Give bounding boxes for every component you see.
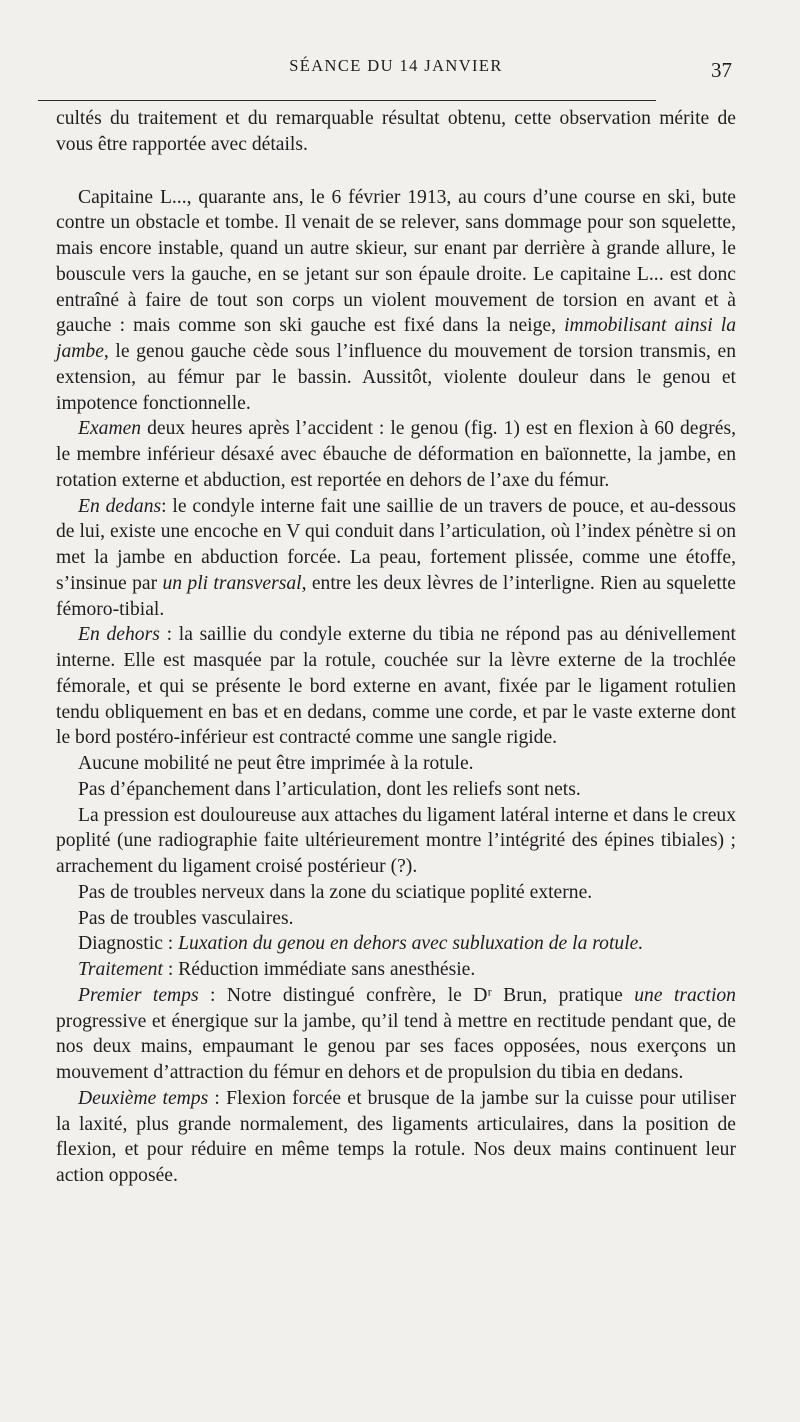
text-run: : la saillie du condyle externe du tibia ne répond pas au dénivellement interne. Elle est masquée par la rotule, couchée sur la lèvre externe de la trochlée fémorale, et qui se présente le bord externe en avant, fixée par le ligament rotulien tendu obliquement en bas et en dedans, comme une corde, et par le vaste externe dont le bord postéro-inférieur est contracté comme une sangle rigide. [56, 624, 736, 749]
text-run: Pas de troubles nerveux dans la zone du sciatique poplité externe. [78, 881, 593, 903]
paragraph [56, 880, 736, 906]
italic-text: un pli transversal [162, 572, 302, 594]
text-run: : Réduction immédiate sans anesthésie. [162, 959, 476, 980]
page [56, 56, 736, 1189]
text-run: La pression est douloureuse aux attaches du ligament latéral interne et dans le creux poplité (une radiographie faite ultérieurement montre l’intégrité des épines tibiales) ; arrachement du ligament croisé postérieur (?). [56, 804, 736, 877]
text-run: , entre les deux lèvres de l’interligne. Rien au squelette fémoro-tibial. [56, 572, 736, 620]
body-text [56, 106, 736, 1189]
paragraph [56, 957, 736, 983]
paragraph [56, 185, 736, 417]
paragraph [56, 931, 736, 957]
paragraph [56, 983, 736, 1086]
italic-text: Luxation du genou en dehors avec subluxation de la rotule. [178, 933, 644, 955]
header-title: SÉANCE DU 14 JANVIER [289, 56, 503, 75]
italic-text: Examen [78, 418, 142, 440]
italic-text: En dehors [78, 624, 160, 646]
text-run: , le genou gauche cède sous l’influence du mouvement de torsion transmis, en extension, au fémur par le bassin. Aussitôt, violente douleur dans le genou et impotence fonctionnelle. [56, 341, 736, 414]
text-run: Pas de troubles vasculaires. [78, 907, 294, 929]
paragraph [56, 751, 736, 777]
text-run: Capitaine L..., quarante ans, le 6 février 1913, au cours d’une course en ski, bute contre un obstacle et tombe. Il venait de se relever, sans dommage pour son squelette, mais encore instable, quand un autre skieur, sur enant par derrière à grande allure, le bouscule vers la gauche, en se jetant sur son épaule droite. Le capitaine L... est donc entraîné à faire de tout son corps un violent mouvement de torsion en avant et à gauche : mais comme son ski gauche est fixé dans la neige, [56, 186, 736, 337]
italic-text: En dedans [78, 495, 162, 517]
page-number: 37 [711, 58, 732, 82]
text-run: progressive et énergique sur la jambe, qu’il tend à mettre en rectitude pendant que, de nos deux mains, empaumant le genou par ses faces opposées, nous exerçons un mouvement d’attraction du fémur en dehors et de propulsion du tibia en dedans. [56, 1010, 736, 1083]
text-run: Aucune mobilité ne peut être imprimée à la rotule. [78, 753, 474, 774]
italic-text: Traitement [78, 959, 163, 980]
italic-text: Premier temps [78, 984, 199, 1006]
paragraph-gap [56, 158, 736, 185]
paragraph [56, 803, 736, 880]
text-run: cultés du traitement et du remarquable résultat obtenu, cette observation mérite de vous être rapportée avec détails. [56, 108, 736, 155]
text-run: : Flexion forcée et brusque de la jambe sur la cuisse pour utiliser la laxité, plus grande normalement, des ligaments articulaires, dans la position de flexion, et pour réduire en même temps la rotule. Nos deux mains continuent leur action opposée. [56, 1087, 736, 1186]
paragraph [56, 416, 736, 493]
paragraph [56, 494, 736, 623]
paragraph [56, 622, 736, 751]
paragraph [56, 106, 736, 158]
paragraph [56, 1086, 736, 1189]
text-run: : Notre distingué confrère, le Dʳ Brun, pratique [198, 984, 635, 1006]
paragraph [56, 777, 736, 803]
text-run: deux heures après l’accident : le genou (fig. 1) est en flexion à 60 degrés, le membre inférieur désaxé avec ébauche de déformation en baïonnette, la jambe, en rotation externe et abduction, est reportée en dehors de l’axe du fémur. [56, 418, 736, 491]
text-run: : le condyle interne fait une saillie de un travers de pouce, et au-dessous de lui, existe une encoche en V qui conduit dans l’articulation, où l’index pénètre si on met la jambe en abduction forcée. La peau, fortement plissée, comme une étoffe, s’insinue par [56, 495, 736, 594]
text-run: Diagnostic : [78, 933, 179, 955]
italic-text: Deuxième temps [78, 1087, 209, 1109]
running-header [56, 56, 736, 86]
text-run: Pas d’épanchement dans l’articulation, dont les reliefs sont nets. [78, 778, 581, 800]
paragraph [56, 906, 736, 932]
italic-text: immobilisant ainsi la jambe [56, 315, 736, 362]
italic-text: une traction [634, 984, 736, 1006]
